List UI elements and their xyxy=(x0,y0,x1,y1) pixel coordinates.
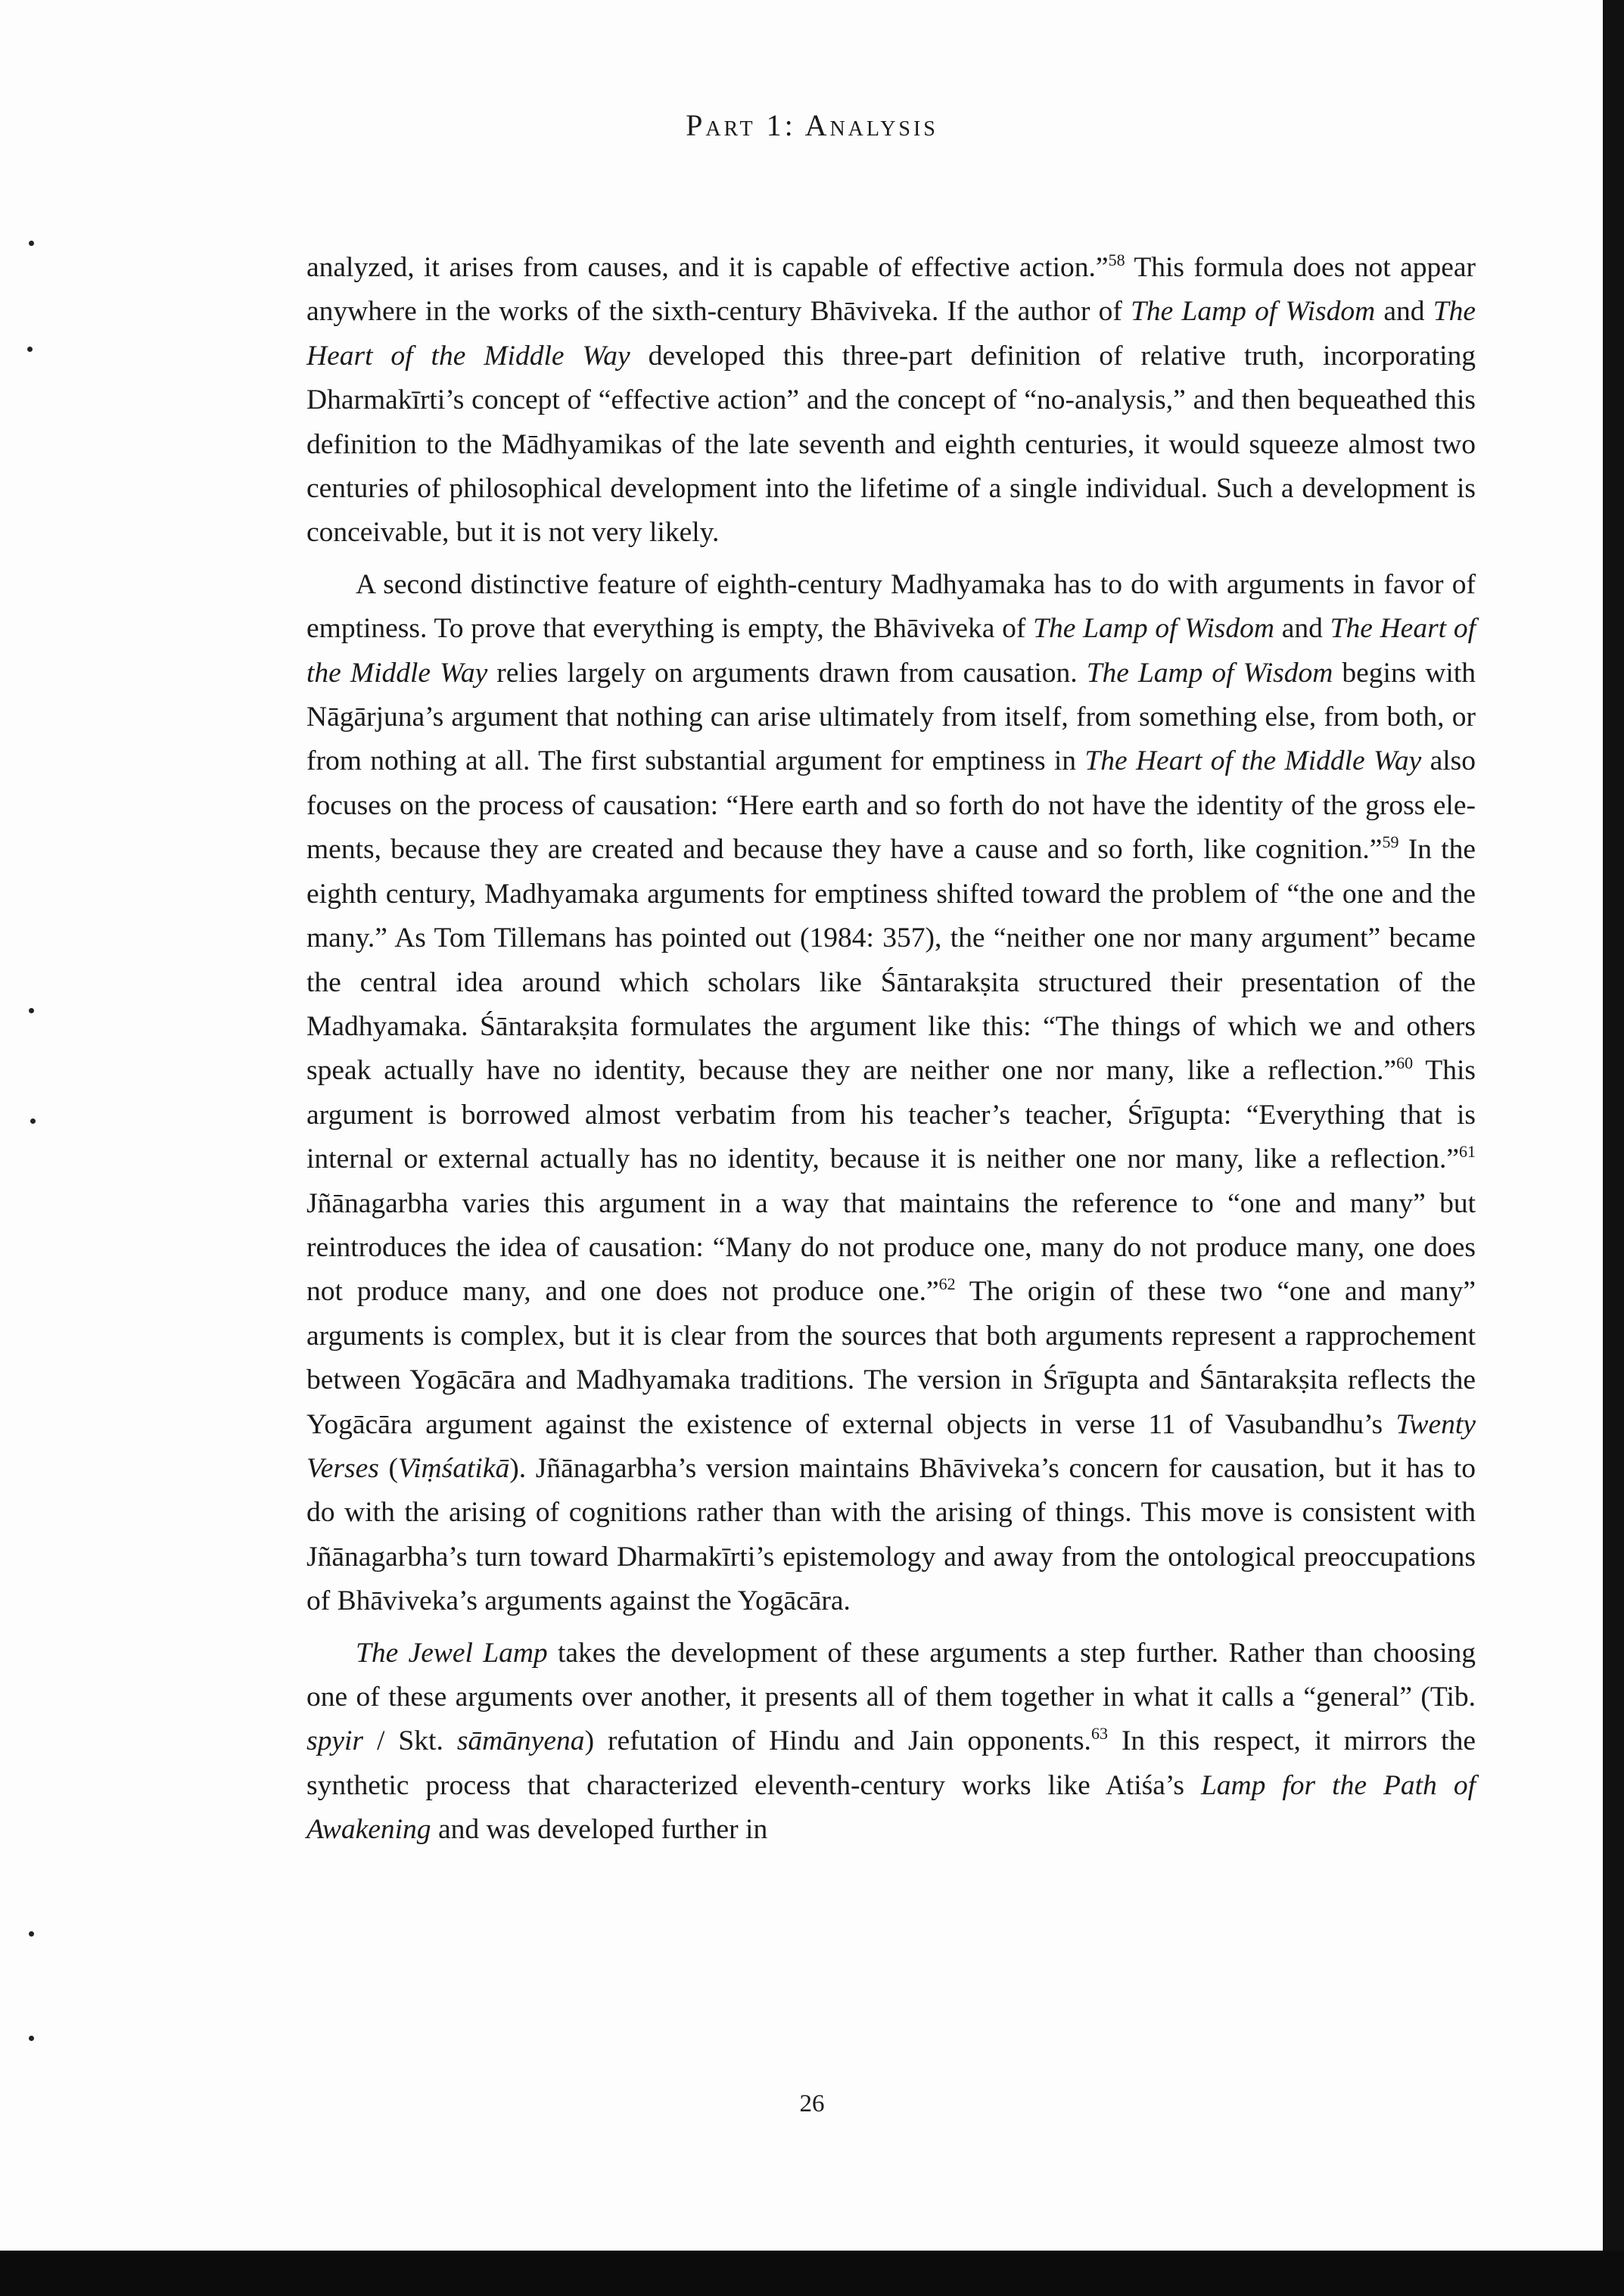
text-run: A second distinctive feature of eighth-century Madhyamaka has to do with arguments in favor of emptiness. To prove that everything is empty, the Bhāviveka of xyxy=(306,568,1476,645)
paragraph-1 xyxy=(306,246,1476,555)
scan-bottom-border xyxy=(0,2251,1624,2296)
footnote-ref: 61 xyxy=(1459,1142,1476,1162)
paragraph-3 xyxy=(306,1632,1476,1853)
scan-speck-mark xyxy=(29,1931,34,1937)
footnote-ref: 59 xyxy=(1382,832,1399,852)
body-text xyxy=(306,246,1476,1853)
italic-title: The Lamp of Wisdom xyxy=(1033,613,1274,645)
italic-title: Lamp for the Path of Awakening xyxy=(306,1769,1476,1846)
running-head: Part 1: Analysis xyxy=(686,108,938,142)
scan-speck-mark xyxy=(29,2036,34,2041)
italic-title: sāmānyena xyxy=(456,1725,585,1757)
text-run: Jñānagarbha varies this argument in a way that maintains the reference to “one and many” but reintroduces the idea of causation: “Many do not produce one, many do not produce many, one does not produce many, and one does not produce one.” xyxy=(306,1187,1476,1308)
italic-title: The Lamp of Wisdom xyxy=(1086,657,1333,689)
scan-speck-mark xyxy=(27,347,33,352)
italic-title: Viṃśatikā xyxy=(398,1452,510,1484)
text-run: and was developed further in xyxy=(431,1814,768,1846)
text-run: This formula does not appear anywhere in the works of the sixth-century Bhāviveka. If the author of xyxy=(306,252,1476,328)
text-run: takes the development of these arguments a step further. Rather than choosing one of these arguments over another, it presents all of them together in what it calls a “general” (Tib. xyxy=(306,1637,1476,1713)
text-run: ) refutation of Hindu and Jain opponents. xyxy=(584,1725,1091,1757)
scan-speck-mark xyxy=(29,241,34,246)
italic-title: The Heart of the Middle Way xyxy=(306,613,1476,689)
italic-title: The Heart of the Middle Way xyxy=(306,296,1476,372)
text-run: ). Jñānagarbha’s version maintains Bhāviveka’s concern for causation, but it has to do with the arising of cognitions rather than with the arising of things. This move is consistent with Jñānagarbha’s turn toward Dharmakīrti’s epistemology and away from the ontological preoccupations of Bhāviveka’s arguments against the Yogācāra. xyxy=(306,1452,1476,1617)
italic-title: The Jewel Lamp xyxy=(356,1637,548,1669)
text-run: The origin of these two “one and many” arguments is complex, but it is clear from the sources that both arguments represent a rapprochement between Yogācāra and Madhyamaka traditions. The version in Śrīgupta and Śāntarakṣita reflects the Yogācāra argument against the existence of external objects in verse 11 of Vasubandhu’s xyxy=(306,1276,1476,1440)
scan-right-border xyxy=(1603,0,1624,2296)
text-run: developed this three-part definition of relative truth, incorporating Dharmakīrti’s concept of “effective action” and the concept of “no-analysis,” and then bequeathed this definition to the Mādhyamikas of the late seventh and eighth centuries, it would squeeze almost two centuries of philosophical development into the lifetime of a single individual. Such a development is conceivable, but it is not very likely. xyxy=(306,340,1476,549)
italic-title: The Heart of the Middle Way xyxy=(1084,745,1422,777)
page-number: 26 xyxy=(799,2090,825,2117)
text-run: In this respect, it mirrors the synthetic process that characterized eleventh-century works like Atiśa’s xyxy=(306,1725,1476,1801)
text-run: and xyxy=(1274,613,1330,645)
text-run: In the eighth century, Madhyamaka arguments for emptiness shifted toward the problem of “the one and the many.” As Tom Tillemans has pointed out (1984: 357), the “neither one nor many argument” became the central idea around which scholars like Śāntarakṣita structured their presentation of the Madhyamaka. Śāntarakṣita formulates the argument like this: “The things of which we and others speak actually have no identity, because they are neither one nor many, like a reflection.” xyxy=(306,834,1476,1087)
scan-speck-mark xyxy=(29,1008,34,1013)
footnote-ref: 62 xyxy=(938,1274,956,1294)
text-run: ( xyxy=(378,1452,399,1484)
footnote-ref: 58 xyxy=(1108,250,1125,269)
italic-title: The Lamp of Wisdom xyxy=(1131,296,1376,328)
text-run: analyzed, it arises from causes, and it is capable of effective action.” xyxy=(306,252,1109,283)
text-run: relies largely on arguments drawn from causation. xyxy=(487,657,1087,689)
footnote-ref: 60 xyxy=(1396,1053,1414,1073)
text-run: / Skt. xyxy=(363,1725,457,1757)
text-run: also focuses on the process of causation: “Here earth and so forth do not have the identity of the gross elements, because they are created and because they have a cause and so forth, like cognition.” xyxy=(306,745,1476,866)
italic-title: spyir xyxy=(306,1725,363,1757)
text-run: and xyxy=(1375,296,1433,328)
text-run: begins with Nāgārjuna’s argument that nothing can arise ultimately from itself, from something else, from both, or from nothing at all. The first substantial argument for emptiness in xyxy=(306,657,1476,777)
text-run: This argument is borrowed almost verbatim from his teacher’s teacher, Śrīgupta: “Everything that is internal or external actually has no identity, because it is neither one nor many, like a reflection.” xyxy=(306,1055,1476,1175)
italic-title: Twenty Verses xyxy=(306,1408,1476,1484)
scan-speck-mark xyxy=(30,1118,36,1124)
paragraph-2 xyxy=(306,563,1476,1624)
footnote-ref: 63 xyxy=(1090,1724,1108,1744)
